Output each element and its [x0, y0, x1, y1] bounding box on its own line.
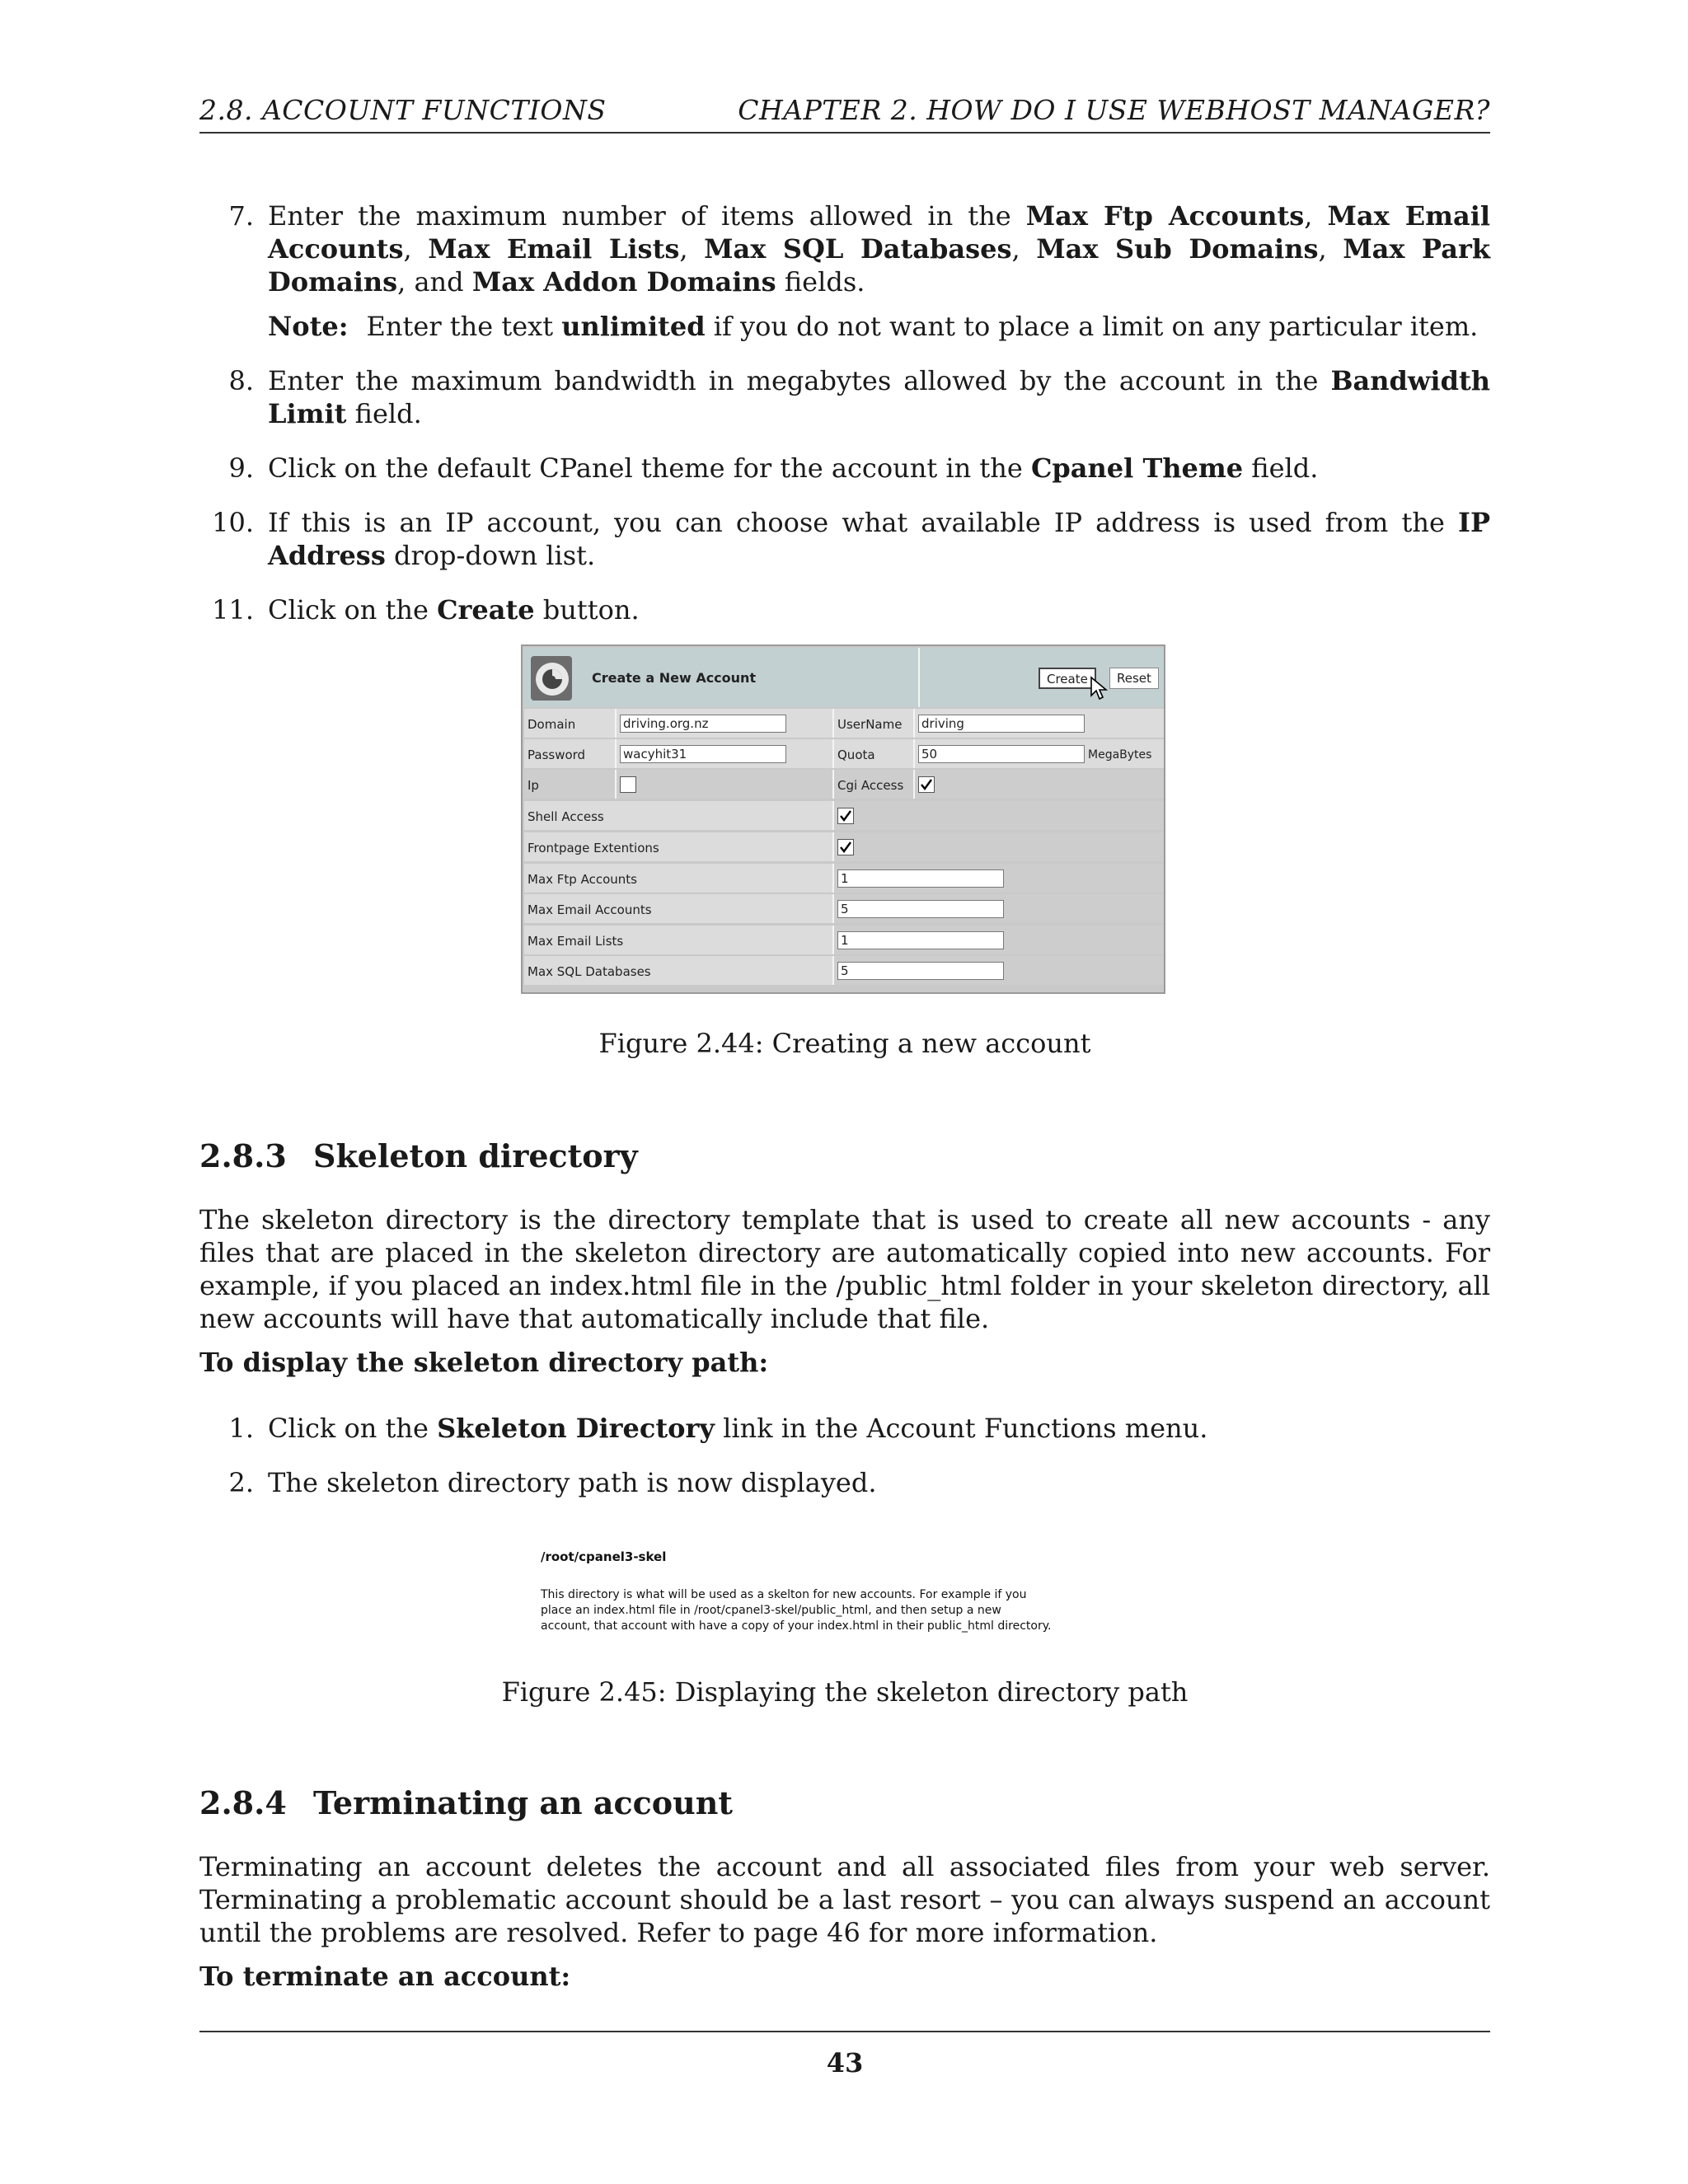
reset-button[interactable]: Reset — [1109, 668, 1159, 689]
step-7: 7. Enter the maximum number of items allowed in the Max Ftp Accounts, Max Email Accounts, Max Email Lists, Max SQL Databases, Max Sub Domains, Max Park Domains, and Max Addon Domains fields. Note: Enter the text unlimited if you do not want to place a limit on any particular item. — [228, 200, 1491, 342]
step-11: 11. Click on the Create button. — [212, 594, 640, 626]
frontpage-checkbox[interactable] — [837, 839, 854, 855]
form-header — [524, 648, 1164, 707]
row-max-sql — [524, 956, 1164, 985]
row-max-ftp — [524, 864, 1164, 893]
page-number: 43 — [199, 2031, 1490, 2079]
shell-access-label: Shell Access — [528, 809, 604, 824]
section-2-8-4-body: Terminating an account deletes the account and all associated files from your web server. Terminating a problematic account should be a last resort – you can always suspend an account until the problems are resolved. Refer to page 46 for more information. — [199, 1851, 1490, 1948]
steps-list-top — [199, 199, 1490, 648]
step-10: 10. If this is an IP account, you can choose what available IP address is used from the IP Address drop-down list. — [212, 507, 1490, 571]
password-input[interactable]: wacyhit31 — [620, 745, 786, 763]
username-input[interactable]: driving — [918, 715, 1085, 733]
row-domain — [524, 709, 1164, 738]
step-8: 8. Enter the maximum bandwidth in megabytes allowed by the account in the Bandwidth Limit field. — [228, 365, 1490, 429]
frontpage-label: Frontpage Extentions — [528, 841, 659, 855]
skeleton-path-screenshot — [541, 1549, 1167, 1634]
running-header — [199, 94, 1490, 134]
row-max-lists — [524, 926, 1164, 954]
figure-44-caption: Figure 2.44: Creating a new account — [598, 1028, 1091, 1059]
quota-input[interactable]: 50 — [918, 745, 1085, 763]
skeleton-step-2: 2. The skeleton directory path is now displayed. — [228, 1467, 877, 1498]
max-ftp-input[interactable]: 1 — [837, 869, 1004, 888]
domain-label: Domain — [528, 717, 576, 732]
username-label: UserName — [837, 717, 903, 732]
row-max-email — [524, 894, 1164, 923]
create-account-form-screenshot — [521, 644, 1165, 994]
checkmark-icon — [920, 778, 933, 791]
max-email-label: Max Email Accounts — [528, 902, 652, 917]
checkmark-icon — [839, 841, 852, 854]
max-ftp-label: Max Ftp Accounts — [528, 872, 637, 887]
step-9: 9. Click on the default CPanel theme for the account in the Cpanel Theme field. — [228, 452, 1319, 484]
header-section: 2.8. ACCOUNT FUNCTIONS — [199, 94, 607, 126]
create-button[interactable]: Create — [1039, 668, 1096, 689]
max-sql-input[interactable]: 5 — [837, 962, 1004, 980]
terminate-lead: To terminate an account: — [199, 1961, 571, 1992]
ip-label: Ip — [528, 778, 539, 793]
row-password — [524, 739, 1164, 768]
header-chapter: CHAPTER 2. HOW DO I USE WEBHOST MANAGER? — [738, 94, 1490, 126]
figure-45-caption: Figure 2.45: Displaying the skeleton directory path — [501, 1676, 1189, 1708]
ip-checkbox[interactable] — [620, 776, 636, 793]
row-ip — [524, 770, 1164, 799]
max-lists-input[interactable]: 1 — [837, 931, 1004, 949]
shell-access-checkbox[interactable] — [837, 808, 854, 824]
max-lists-label: Max Email Lists — [528, 934, 624, 949]
quota-unit: MegaBytes — [1088, 748, 1152, 762]
row-frontpage — [524, 832, 1164, 861]
row-shell-access — [524, 801, 1164, 830]
cgi-access-label: Cgi Access — [837, 778, 904, 793]
section-2-8-3-heading: 2.8.3 Skeleton directory — [199, 1137, 638, 1174]
skeleton-description: This directory is what will be used as a skelton for new accounts. For example if you place an index.html file in /root/cpanel3-skel/public_html, and then setup a new account, that account with have a copy of your index.html in their public_html directory. — [541, 1588, 1052, 1633]
steps-list-skeleton — [199, 1412, 1490, 1521]
mouse-pointer-icon — [1090, 676, 1109, 702]
skeleton-path: /root/cpanel3-skel — [541, 1549, 667, 1564]
password-label: Password — [528, 748, 586, 762]
form-title: Create a New Account — [592, 670, 757, 686]
skeleton-step-1: 1. Click on the Skeleton Directory link in the Account Functions menu. — [228, 1413, 1208, 1444]
max-sql-label: Max SQL Databases — [528, 964, 651, 979]
domain-input[interactable]: driving.org.nz — [620, 715, 786, 733]
checkmark-icon — [839, 809, 852, 823]
skeleton-lead: To display the skeleton directory path: — [199, 1347, 769, 1378]
quota-label: Quota — [837, 748, 875, 762]
cpanel-logo-icon — [529, 653, 575, 702]
max-email-input[interactable]: 5 — [837, 900, 1004, 918]
cgi-access-checkbox[interactable] — [918, 776, 935, 793]
section-2-8-3-body: The skeleton directory is the directory template that is used to create all new accounts - any files that are placed in the skeleton directory are automatically copied into new accounts. For example, if you placed an index.html file in the /public_html folder in your skeleton directory, all new accounts will have that automatically include that file. — [199, 1204, 1490, 1334]
note: Note: Enter the text unlimited if you do not want to place a limit on any particular item. — [268, 311, 1479, 342]
section-2-8-4-heading: 2.8.4 Terminating an account — [199, 1784, 733, 1821]
